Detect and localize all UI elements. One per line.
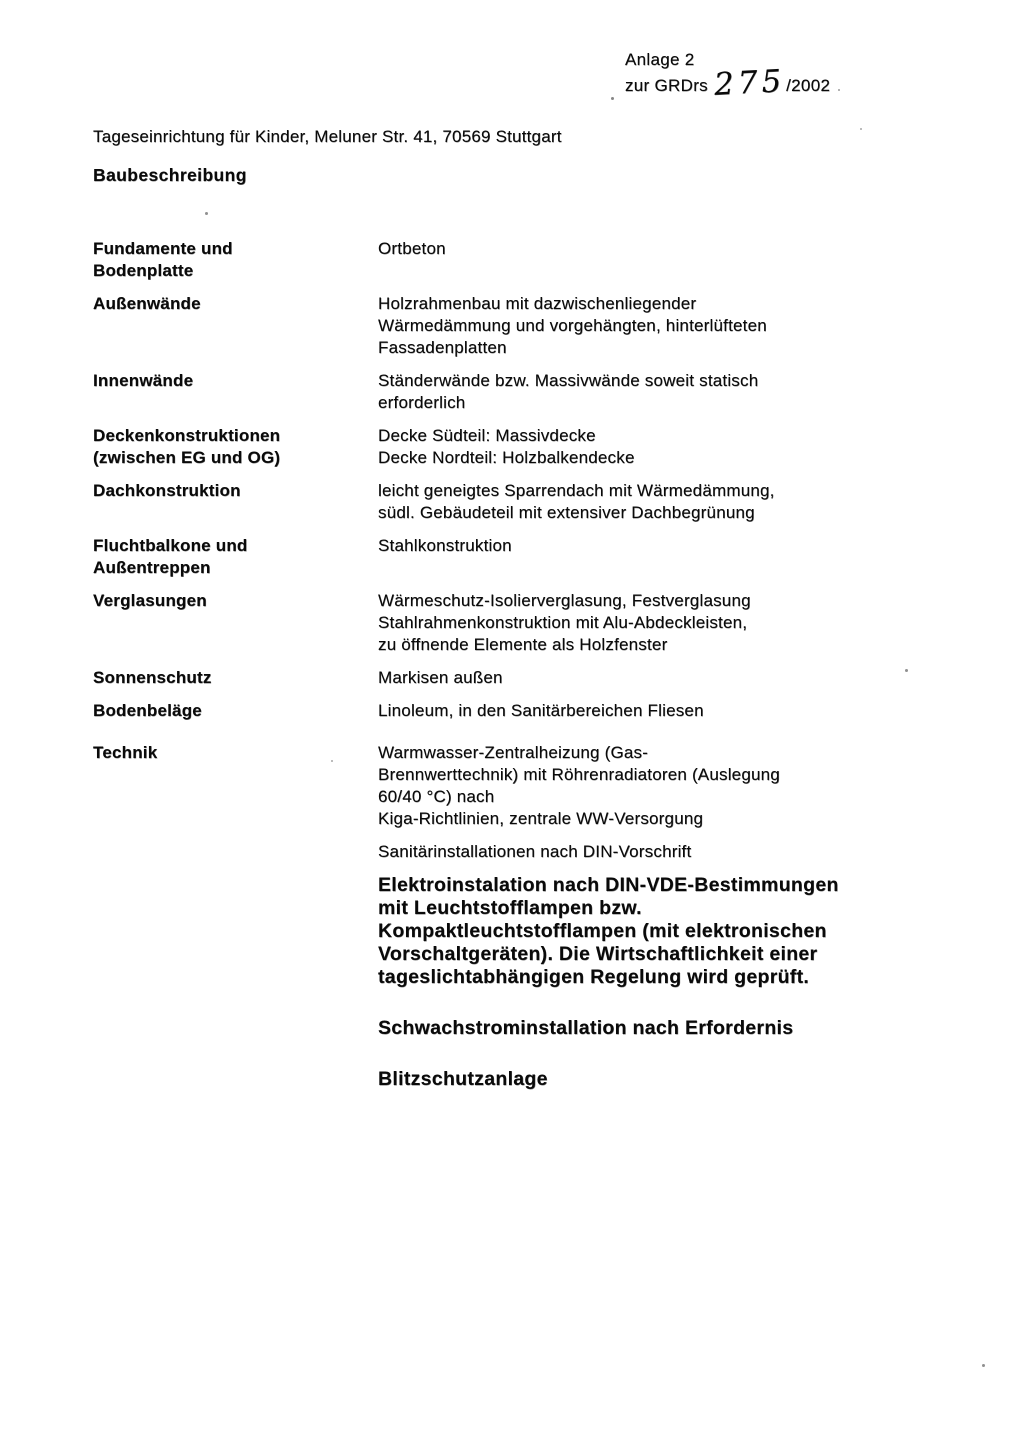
row-value [378,480,943,524]
row-value-paragraph: Ständerwände bzw. Massivwände soweit statisch erforderlich [378,371,759,412]
document-title: Tageseinrichtung für Kinder, Meluner Str. 41, 70569 Stuttgart [93,127,562,146]
row-label [93,370,378,392]
row-label-line: Dachkonstruktion [93,481,241,500]
row-label [93,480,378,502]
table-row [93,742,943,1119]
row-value-paragraph: Wärmeschutz-Isolierverglasung, Festverglasung Stahlrahmenkonstruktion mit Alu-Abdeckleisten, zu öffnende Elemente als Holzfenster [378,591,751,654]
scan-speckle [838,89,840,91]
row-label-line: Fluchtbalkone und [93,536,248,555]
row-value-paragraph: Sanitärinstallationen nach DIN-Vorschrift [378,842,692,861]
annex-note [625,48,831,103]
row-label-line: Innenwände [93,371,194,390]
row-label [93,590,378,612]
row-value-paragraph: leicht geneigtes Sparrendach mit Wärmedämmung, südl. Gebäudeteil mit extensiver Dachbegrünung [378,481,775,522]
scan-speckle [860,128,862,130]
table-row [93,370,943,414]
row-value-paragraph: Blitzschutzanlage [378,1068,548,1090]
row-value-paragraph: Decke Südteil: Massivdecke Decke Nordteil: Holzbalkendecke [378,426,635,467]
row-value [378,425,943,469]
row-value [378,293,943,359]
handwritten-document-number: 275 [713,63,787,103]
annex-note-prefix: zur GRDrs [625,76,708,95]
row-label [93,667,378,689]
row-label-line: Bodenplatte [93,261,194,280]
row-value-paragraph: Schwachstrominstallation nach Erfordernis [378,1017,794,1039]
row-label-line: Außentreppen [93,558,211,577]
row-value [378,667,943,689]
row-label [93,700,378,722]
row-value [378,535,943,557]
spec-table [93,238,943,1119]
row-value [378,742,943,1119]
scan-speckle [982,1364,985,1367]
row-label [93,293,378,315]
row-value [378,370,943,414]
annex-note-line2 [625,63,831,103]
row-value-paragraph: Stahlkonstruktion [378,536,512,555]
table-row [93,480,943,524]
scan-speckle [520,453,522,455]
row-label-line: Bodenbeläge [93,701,202,720]
annex-note-suffix: /2002 [786,76,831,95]
annex-note-line1: Anlage 2 [625,50,695,69]
scan-speckle [331,760,333,762]
table-row [93,535,943,579]
row-value [378,238,943,260]
scan-speckle [905,669,908,672]
row-value [378,590,943,656]
table-row [93,293,943,359]
row-value [378,700,943,722]
table-row [93,700,943,722]
row-value-paragraph: Holzrahmenbau mit dazwischenliegender Wärmedämmung und vorgehängten, hinterlüfteten Fassadenplatten [378,294,767,357]
row-value-paragraph: Ortbeton [378,239,446,258]
document-body [93,126,943,1130]
document-heading: Baubeschreibung [93,165,247,185]
row-label [93,535,378,579]
row-label [93,238,378,282]
scan-speckle [611,97,614,100]
row-label [93,742,378,764]
row-label-line: Sonnenschutz [93,668,212,687]
row-value-paragraph: Linoleum, in den Sanitärbereichen Fliesen [378,701,704,720]
table-row [93,425,943,469]
row-label-line: Verglasungen [93,591,207,610]
row-label [93,425,378,469]
row-label-line: Technik [93,743,158,762]
table-row [93,238,943,282]
row-label-line: Deckenkonstruktionen [93,426,281,445]
table-row [93,590,943,656]
row-value-paragraph: Warmwasser-Zentralheizung (Gas- Brennwerttechnik) mit Röhrenradiatoren (Auslegung 60/40 °C) nach Kiga-Richtlinien, zentrale WW-Versorgung [378,743,780,828]
row-label-line: Fundamente und [93,239,233,258]
row-label-line: (zwischen EG und OG) [93,448,281,467]
row-label-line: Außenwände [93,294,201,313]
row-value-paragraph: Elektroinstalation nach DIN-VDE-Bestimmungen mit Leuchtstofflampen bzw. Kompaktleuchtstofflampen (mit elektronischen Vorschaltgeräten). Die Wirtschaftlichkeit einer tageslichtabhängigen Regelung wird geprüft. [378,874,839,988]
scan-speckle [205,212,208,215]
row-value-paragraph: Markisen außen [378,668,503,687]
table-row [93,667,943,689]
